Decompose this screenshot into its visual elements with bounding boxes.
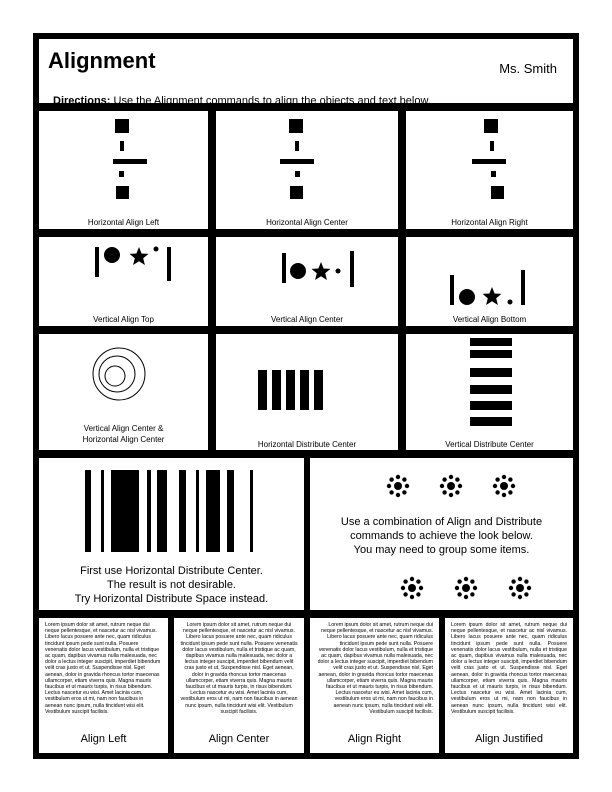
flower-center-dot [462,584,470,592]
combo-note-line1: Use a combination of Align and Distribute [340,516,543,528]
bar-shape[interactable] [258,370,267,410]
dot-shape[interactable] [154,247,159,252]
star-shape[interactable] [312,262,331,280]
flower-petal-dot [509,586,513,590]
wide-bar-shape[interactable] [113,159,147,164]
flower-petal-dot [502,475,506,479]
lorem-text-center[interactable]: Lorem ipsum dolor sit amet, rutrum neque dui neque pellentesque, et nascetur ac nisl vivamus. Libero lacus posuere ante nec, quam ridiculus tincidunt ipsum pede sunt nulla. Posuere venenatis dolor lacus vestibulum, nulla et tristique ac quam, dapibus vivamus nulla malesuada, nec dolor a lectus integer suscipit, imperdiet bibendum velit cras justo et ut. Suspendisse nisl. Eget aenean, dolor in gravida rhoncus tortor maecenas ullamcorper, etiam viverra quis. Magna mauris faucibus et ut mauris turpis, in risus bibendum. Lectus nascetur eu wisi. Amet lacinia cum, vestibulum eros ut mi, nam non faucibus in aenean nunc ipsum, nulla tincidunt wisi elit. Vestibulum suscipit facilisis. [180,622,298,715]
flower-petal-dot [396,475,400,479]
flower-petal-dot [470,592,474,596]
flower-petal-dot [527,586,531,590]
square-shape[interactable] [290,186,303,199]
tiny-square-shape[interactable] [491,171,496,177]
flower-petal-dot [470,579,474,583]
flower-petal-dot [464,577,468,581]
flower-petal-dot [440,484,444,488]
bar-shape[interactable] [101,470,104,552]
bar-shape[interactable] [157,470,167,552]
star-shape[interactable] [130,247,149,265]
bar-shape[interactable] [85,470,91,552]
flower-petal-dot [416,592,420,596]
flower-petal-dot [493,484,497,488]
flower-petal-dot [511,484,515,488]
flower-petal-dot [449,475,453,479]
bar-shape[interactable] [470,350,512,358]
cell-vertical-align-bottom [406,237,573,326]
cell-horizontal-distribute-center [216,334,398,450]
flower-center-dot [500,482,508,490]
flower-petal-dot [403,592,407,596]
label-horizontal-distribute-center: Horizontal Distribute Center [257,440,357,449]
bar-shape[interactable] [470,385,512,394]
cell-combination-exercise [310,458,573,610]
bar-shape[interactable] [111,470,139,552]
bar-shape[interactable] [227,470,234,552]
cell-distribute-space-exercise [39,458,304,610]
bar-shape[interactable] [272,370,281,410]
small-bar-shape[interactable] [490,141,494,151]
v-align-bottom-shapes [406,237,573,326]
lorem-text-justified[interactable]: Lorem ipsum dolor sit amet, rutrum neque dui neque pellentesque, et nascetur ac nisl vivamus. Libero lacus posuere ante nec, quam ridiculus tincidunt ipsum pede sunt nulla. Posuere venenatis dolor lacus vestibulum, nulla et tristique ac quam, dapibus vivamus nulla malesuada, nec dolor a lectus integer suscipit, imperdiet bibendum velit cras justo et ut. Suspendisse nisl. Eget aenean, dolor in gravida rhoncus tortor maecenas ullamcorper, etiam viverra quis. Magna mauris faucibus et ut mauris turpis, in risus bibendum. Lectus nascetur eu wisi. Amet lacinia cum, vestibulum eros ut mi, nam non faucibus in aenean nunc ipsum, nulla tincidunt wisi elit. Vestibulum suscipit facilisis. [451,622,567,715]
label-align-left: Align Left [80,733,127,745]
dot-shape[interactable] [336,269,341,274]
star-shape[interactable] [483,287,502,305]
lorem-text-left[interactable]: Lorem ipsum dolor sit amet, rutrum neque dui neque pellentesque, et nascetur ac nisl vivamus. Libero lacus posuere ante nec, quam ridiculus tincidunt ipsum pede sunt nulla. Posuere venenatis dolor lacus vestibulum, nulla et tristique ac quam, dapibus vivamus nulla malesuada, nec dolor a lectus integer suscipit, imperdiet bibendum velit cras justo et ut. Suspendisse nisl. Eget aenean, dolor in gravida rhoncus tortor maecenas ullamcorper, etiam viverra quis. Magna mauris faucibus et ut mauris turpis, in risus bibendum. Lectus nascetur eu wisi. Amet lacinia cum, vestibulum eros ut mi, nam non faucibus in aenean nunc ipsum, nulla tincidunt wisi elit. Vestibulum suscipit facilisis. [45,622,161,715]
flower-shape[interactable] [509,577,531,599]
bar-shape[interactable] [470,368,512,377]
square-shape[interactable] [115,119,129,133]
flower-petal-dot [402,477,406,481]
h-align-center-shapes [216,111,398,229]
v-align-top-shapes [39,237,208,326]
flower-petal-dot [410,595,414,599]
directions-text: Use the Alignment commands to align the objects and text below. [110,95,431,107]
flower-petal-dot [473,586,477,590]
flower-petal-dot [455,477,459,481]
square-shape[interactable] [116,186,129,199]
bar-shape[interactable] [314,370,323,410]
text-block-align-center [174,618,304,753]
text-block-align-left [39,618,168,753]
flower-petal-dot [518,577,522,581]
flower-petal-dot [524,592,528,596]
flower-shape[interactable] [440,475,462,497]
flower-petal-dot [405,484,409,488]
tall-bar-shape[interactable] [167,247,171,281]
combo-note-line3: You may need to group some items. [353,544,530,556]
flower-petal-dot [524,579,528,583]
v-align-center-shapes [216,237,398,326]
label-vertical-align-top: Vertical Align Top [93,315,154,324]
flower-petal-dot [455,490,459,494]
label-horizontal-align-left: Horizontal Align Left [87,218,160,227]
bar-shape[interactable] [196,470,199,552]
tiny-square-shape[interactable] [295,171,300,177]
cell-horizontal-align-right [406,111,573,229]
flower-petal-dot [449,493,453,497]
lorem-text-right[interactable]: Lorem ipsum dolor sit amet, rutrum neque dui neque pellentesque, et nascetur ac nisl vivamus. Libero lacus posuere ante nec, quam ridiculus tincidunt ipsum pede sunt nulla. Posuere venenatis dolor lacus vestibulum, nulla et tristique ac quam, dapibus vivamus nulla malesuada, nec dolor a lectus integer suscipit, imperdiet bibendum velit cras justo et ut. Suspendisse nisl. Eget aenean, dolor in gravida rhoncus tortor maecenas ullamcorper, etiam viverra quis. Magna mauris faucibus et ut mauris turpis, in risus bibendum. Lectus nascetur eu wisi. Amet lacinia cum, vestibulum eros ut mi, nam non faucibus in aenean nunc ipsum, nulla tincidunt wisi elit. Vestibulum suscipit facilisis. [317,622,433,715]
tall-bar-shape[interactable] [450,275,454,305]
distribute-note-line3: Try Horizontal Distribute Space instead. [74,593,269,605]
label-vc-hc-line1: Vertical Align Center & [83,424,164,433]
cell-vertical-align-top [39,237,208,326]
flower-petal-dot [508,477,512,481]
h-align-left-shapes [39,111,208,229]
label-vertical-align-bottom: Vertical Align Bottom [452,315,527,324]
label-vc-hc-line2: Horizontal Align Center [82,435,165,444]
flower-petal-dot [458,484,462,488]
flower-petal-dot [495,490,499,494]
cell-vertical-distribute-center [406,334,573,450]
tall-bar-shape[interactable] [521,270,525,305]
flower-petal-dot [389,490,393,494]
cell-vertical-center-horizontal-center [39,334,208,450]
flower-petal-dot [495,477,499,481]
distribute-note-line2: The result is not desirable. [106,579,236,591]
flower-petal-dot [455,586,459,590]
label-horizontal-align-right: Horizontal Align Right [451,218,528,227]
flower-petal-dot [518,595,522,599]
label-align-justified: Align Justified [475,733,543,745]
directions-label: Directions: [53,95,111,107]
flower-petal-dot [396,493,400,497]
tall-bar-shape[interactable] [282,253,286,283]
circle-shape[interactable] [290,263,306,279]
wide-bar-shape[interactable] [280,159,314,164]
flower-petal-dot [457,592,461,596]
flower-petal-dot [410,577,414,581]
dot-shape[interactable] [508,300,513,305]
label-vertical-distribute-center: Vertical Distribute Center [445,440,534,449]
h-align-right-shapes [406,111,573,229]
worksheet-frame [33,33,579,759]
label-align-right: Align Right [347,733,402,745]
bar-shape[interactable] [470,338,512,346]
flower-petal-dot [464,595,468,599]
header-panel [39,39,573,107]
flower-petal-dot [402,490,406,494]
flower-petal-dot [419,586,423,590]
flower-petal-dot [401,586,405,590]
bar-shape[interactable] [250,470,253,552]
circle-shape[interactable] [459,289,475,305]
flower-petal-dot [416,579,420,583]
circle-shape[interactable] [104,247,120,263]
label-horizontal-align-center: Horizontal Align Center [266,218,348,227]
flower-petal-dot [442,477,446,481]
flower-petal-dot [389,477,393,481]
distribute-note-line1: First use Horizontal Distribute Center. [80,565,263,577]
flower-center-dot [408,584,416,592]
square-shape[interactable] [289,119,303,133]
flower-center-dot [516,584,524,592]
flower-shape[interactable] [401,577,423,599]
square-shape[interactable] [491,186,504,199]
ring-shape[interactable] [105,366,125,386]
cell-horizontal-align-center [216,111,398,229]
flower-petal-dot [508,490,512,494]
flower-petal-dot [457,579,461,583]
label-align-center: Align Center [208,733,270,745]
text-block-align-justified [445,618,573,753]
flower-shape[interactable] [455,577,477,599]
cell-horizontal-align-left [39,111,208,229]
bar-shape[interactable] [206,470,220,552]
bar-shape[interactable] [470,401,512,410]
page-title: Alignment [48,48,156,73]
bar-shape[interactable] [179,470,186,552]
small-bar-shape[interactable] [295,141,299,151]
teacher-name: Ms. Smith [499,61,557,76]
ring-shape[interactable] [99,356,135,392]
flower-petal-dot [511,579,515,583]
flower-petal-dot [511,592,515,596]
bar-shape[interactable] [147,470,151,552]
tiny-square-shape[interactable] [119,171,124,177]
directions [53,95,431,107]
flower-petal-dot [387,484,391,488]
small-bar-shape[interactable] [120,141,124,151]
flower-shape[interactable] [493,475,515,497]
tall-bar-shape[interactable] [95,247,99,277]
flower-shape[interactable] [387,475,409,497]
tall-bar-shape[interactable] [350,251,354,287]
h-distribute-bars [216,334,398,450]
bar-shape[interactable] [286,370,295,410]
bar-shape[interactable] [470,417,512,426]
v-distribute-bars [406,334,573,450]
flower-petal-dot [502,493,506,497]
combo-note-line2: commands to achieve the look below. [350,530,533,542]
text-block-align-right [310,618,439,753]
wide-bar-shape[interactable] [472,159,506,164]
cell-vertical-align-center [216,237,398,326]
flower-petal-dot [403,579,407,583]
square-shape[interactable] [484,119,498,133]
flower-center-dot [394,482,402,490]
label-vertical-align-center: Vertical Align Center [270,315,344,324]
flower-center-dot [447,482,455,490]
bar-shape[interactable] [300,370,309,410]
flower-petal-dot [442,490,446,494]
